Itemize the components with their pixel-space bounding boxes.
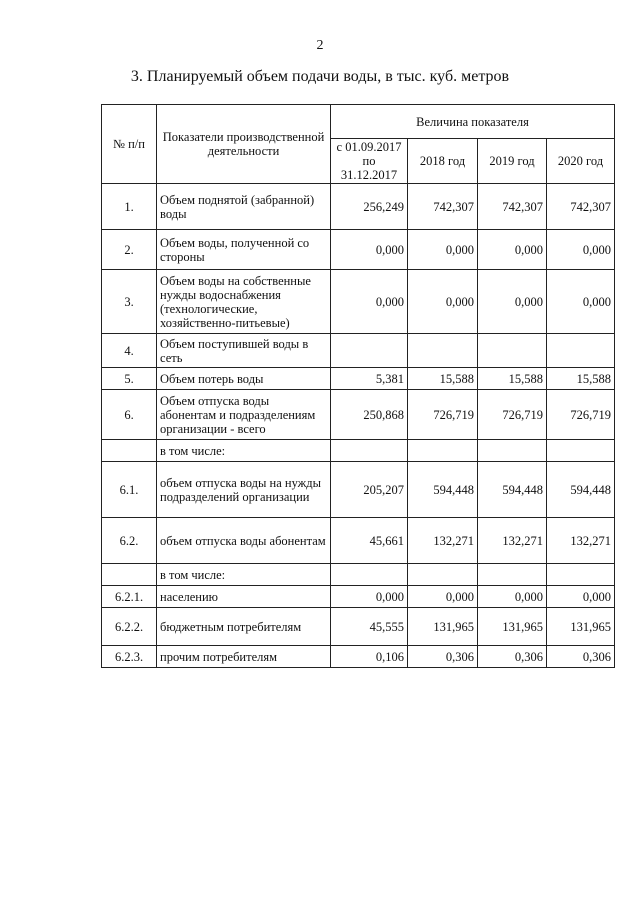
row-value: 0,000 xyxy=(478,586,547,608)
row-num: 4. xyxy=(102,334,157,368)
row-value: 132,271 xyxy=(408,518,478,564)
header-num: № п/п xyxy=(102,105,157,184)
row-label: бюджетным потребителям xyxy=(157,608,331,646)
row-value: 0,000 xyxy=(547,230,615,270)
table-row xyxy=(102,230,615,270)
row-value: 742,307 xyxy=(408,184,478,230)
row-value xyxy=(408,334,478,368)
row-num: 1. xyxy=(102,184,157,230)
row-value: 131,965 xyxy=(547,608,615,646)
page-number: 2 xyxy=(316,38,324,53)
row-num: 6.2.1. xyxy=(102,586,157,608)
row-label: Объем потерь воды xyxy=(157,368,331,390)
row-value: 5,381 xyxy=(331,368,408,390)
row-label: в том числе: xyxy=(157,440,331,462)
row-value: 256,249 xyxy=(331,184,408,230)
row-value: 0,000 xyxy=(547,270,615,334)
row-label: в том числе: xyxy=(157,564,331,586)
table-row xyxy=(102,440,615,462)
row-value: 0,000 xyxy=(478,230,547,270)
row-value xyxy=(547,440,615,462)
header-period: 2019 год xyxy=(478,139,547,184)
row-value: 726,719 xyxy=(478,390,547,440)
row-value xyxy=(408,440,478,462)
row-value: 250,868 xyxy=(331,390,408,440)
row-value: 742,307 xyxy=(478,184,547,230)
row-value: 0,000 xyxy=(408,270,478,334)
row-value: 742,307 xyxy=(547,184,615,230)
row-value: 594,448 xyxy=(547,462,615,518)
row-value: 131,965 xyxy=(408,608,478,646)
row-num: 3. xyxy=(102,270,157,334)
row-num xyxy=(102,440,157,462)
table-row xyxy=(102,334,615,368)
row-value: 205,207 xyxy=(331,462,408,518)
row-value xyxy=(478,334,547,368)
row-value xyxy=(331,440,408,462)
table-row xyxy=(102,184,615,230)
table-row xyxy=(102,462,615,518)
row-value: 0,000 xyxy=(331,270,408,334)
table-row xyxy=(102,646,615,668)
row-value: 0,306 xyxy=(478,646,547,668)
row-label: Объем отпуска воды абонентам и подразделениям организации - всего xyxy=(157,390,331,440)
row-value: 726,719 xyxy=(547,390,615,440)
row-value: 0,000 xyxy=(408,586,478,608)
row-num: 6. xyxy=(102,390,157,440)
row-value xyxy=(331,564,408,586)
row-value: 0,000 xyxy=(331,230,408,270)
row-label: объем отпуска воды на нужды подразделений организации xyxy=(157,462,331,518)
row-num: 2. xyxy=(102,230,157,270)
header-period: с 01.09.2017 по 31.12.2017 xyxy=(331,139,408,184)
row-value: 0,000 xyxy=(408,230,478,270)
row-num: 6.1. xyxy=(102,462,157,518)
table-row xyxy=(102,518,615,564)
row-label: объем отпуска воды абонентам xyxy=(157,518,331,564)
row-label: Объем воды на собственные нужды водоснабжения (технологические, хозяйственно-питьевые) xyxy=(157,270,331,334)
table-row xyxy=(102,608,615,646)
row-value: 0,000 xyxy=(331,586,408,608)
row-value xyxy=(547,334,615,368)
row-value: 45,661 xyxy=(331,518,408,564)
header-period: 2020 год xyxy=(547,139,615,184)
row-value: 132,271 xyxy=(547,518,615,564)
water-supply-table xyxy=(101,104,615,668)
row-value: 594,448 xyxy=(408,462,478,518)
row-value xyxy=(408,564,478,586)
row-value: 0,000 xyxy=(478,270,547,334)
row-label: прочим потребителям xyxy=(157,646,331,668)
row-label: населению xyxy=(157,586,331,608)
row-value xyxy=(331,334,408,368)
row-num: 6.2. xyxy=(102,518,157,564)
row-label: Объем поступившей воды в сеть xyxy=(157,334,331,368)
row-value: 726,719 xyxy=(408,390,478,440)
row-label: Объем воды, полученной со стороны xyxy=(157,230,331,270)
row-value: 0,000 xyxy=(547,586,615,608)
row-value: 131,965 xyxy=(478,608,547,646)
table-row xyxy=(102,586,615,608)
row-num: 6.2.3. xyxy=(102,646,157,668)
row-value: 132,271 xyxy=(478,518,547,564)
row-value: 15,588 xyxy=(478,368,547,390)
table-row xyxy=(102,270,615,334)
row-value xyxy=(478,440,547,462)
table-row xyxy=(102,368,615,390)
table-row xyxy=(102,390,615,440)
header-indicator: Показатели производственной деятельности xyxy=(157,105,331,184)
row-value: 0,106 xyxy=(331,646,408,668)
document-title: 3. Планируемый объем подачи воды, в тыс. куб. метров xyxy=(130,68,510,85)
row-value xyxy=(478,564,547,586)
row-value: 0,306 xyxy=(547,646,615,668)
row-value: 594,448 xyxy=(478,462,547,518)
row-value: 15,588 xyxy=(547,368,615,390)
row-num xyxy=(102,564,157,586)
table-row xyxy=(102,564,615,586)
row-num: 5. xyxy=(102,368,157,390)
row-num: 6.2.2. xyxy=(102,608,157,646)
row-value: 0,306 xyxy=(408,646,478,668)
row-value: 45,555 xyxy=(331,608,408,646)
row-value: 15,588 xyxy=(408,368,478,390)
header-period: 2018 год xyxy=(408,139,478,184)
row-label: Объем поднятой (забранной) воды xyxy=(157,184,331,230)
header-value-group: Величина показателя xyxy=(331,105,615,139)
row-value xyxy=(547,564,615,586)
